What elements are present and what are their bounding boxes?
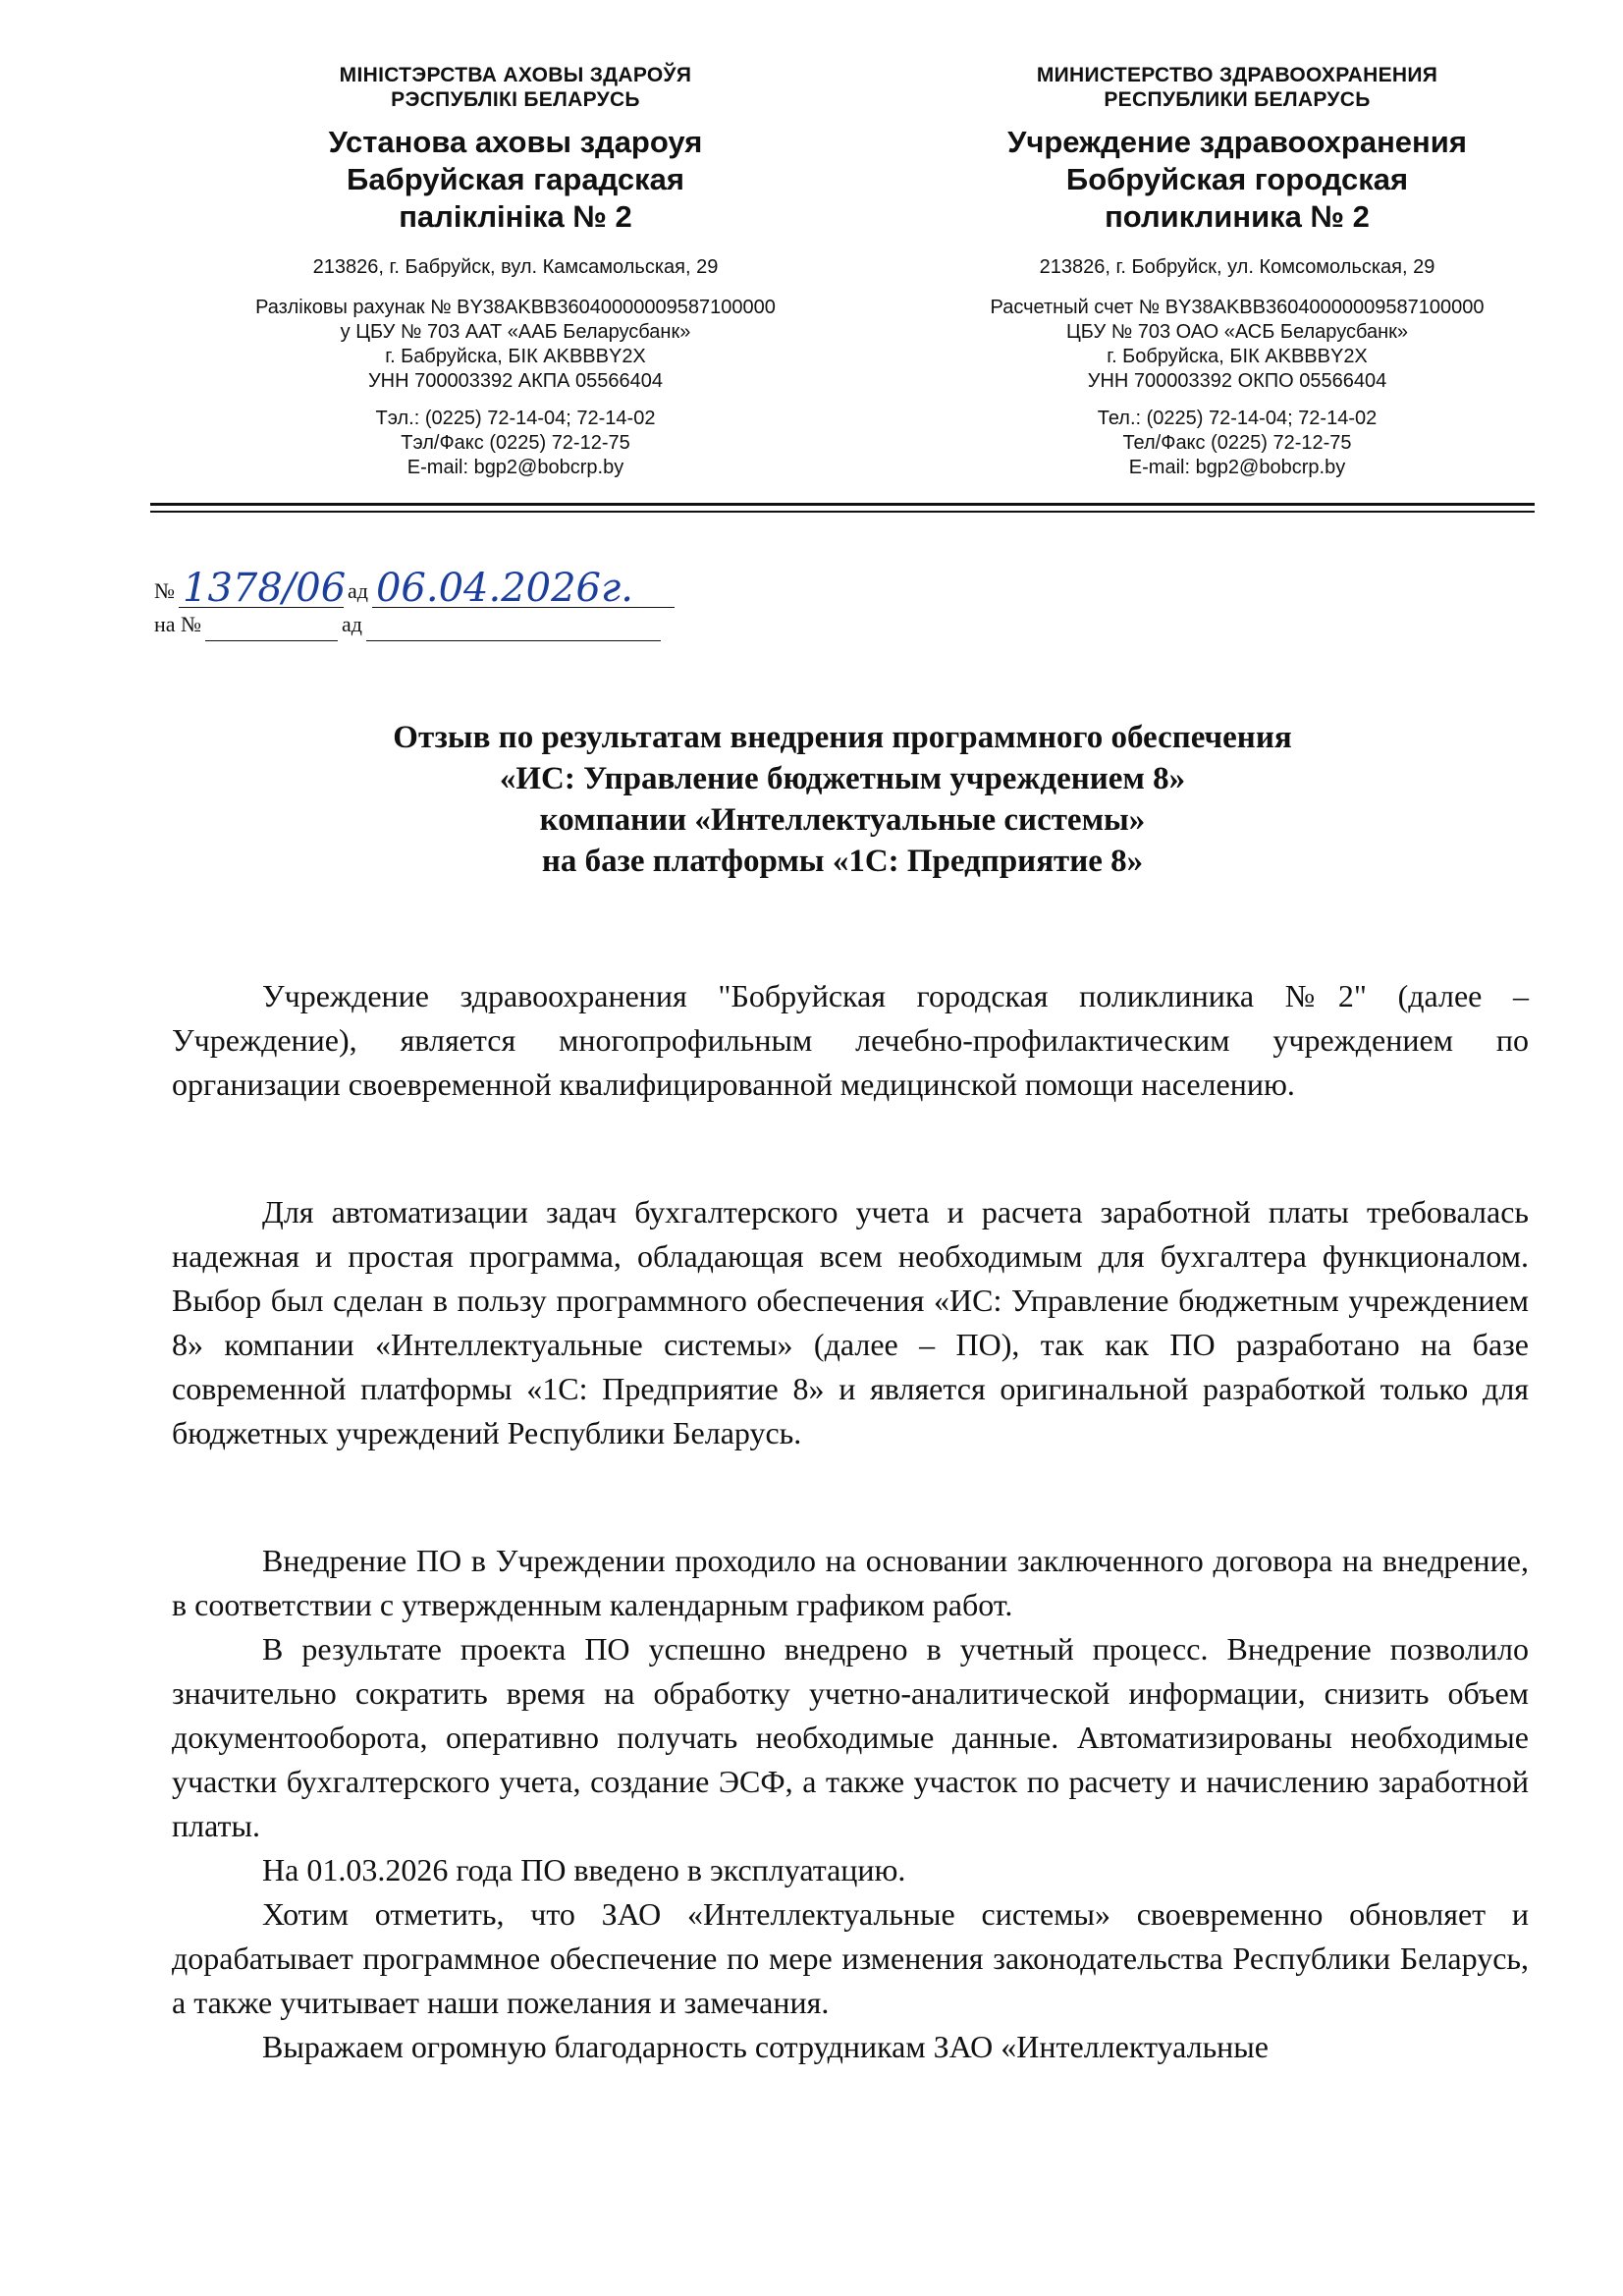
address-by: 213826, г. Бабруйск, вул. Камсамольская, 29 xyxy=(312,256,719,278)
incoming-ref-row xyxy=(150,608,675,641)
paragraph-updates: Хотим отметить, что ЗАО «Интеллектуальные системы» своевременно обновляет и дорабатывает программное обеспечение по мере изменения законодательства Республики Беларусь, а также учитывает наши пожелания и замечания. xyxy=(172,1896,1529,2020)
address-ru: 213826, г. Бобруйск, ул. Комсомольская, 29 xyxy=(1039,256,1435,278)
reference-block xyxy=(150,566,675,641)
incoming-number-blank xyxy=(205,619,338,641)
outgoing-date: 06.04.2026г. xyxy=(372,570,675,608)
paragraph-results: В результате проекта ПО успешно внедрено в учетный процесс. Внедрение позволило значительно сократить время на обработку учетно-аналитической информации, снизить объем документооборота, оперативно получать необходимые данные. Автоматизированы необходимые участки бухгалтерского учета, создание ЭСФ, а также участок по расчету и начислению заработной платы. xyxy=(172,1631,1529,1843)
institution-name-by: Установа аховы здароуя Бабруйская гарадская палiклiнiка № 2 xyxy=(328,125,703,234)
incoming-number-label: на № xyxy=(154,612,202,636)
header-divider-thick xyxy=(150,503,1535,506)
letterhead-left xyxy=(162,63,869,480)
incoming-date-label: ад xyxy=(342,612,362,636)
contacts-ru: Тел.: (0225) 72-14-04; 72-14-02 Тел/Факс (0225) 72-12-75 E-mail: bgp2@bobcrp.by xyxy=(1097,408,1378,478)
paragraph-intro: Учреждение здравоохранения "Бобруйская городская поликлиника №2" (далее – Учреждение), является многопрофильным лечебно-профилактическим учреждением по организации своевременной квалифицированной медицинской помощи населению. xyxy=(172,978,1529,1102)
institution-name-ru: Учреждение здравоохранения Бобруйская городская поликлиника № 2 xyxy=(1007,125,1467,234)
ministry-name-ru: МИНИСТЕРСТВО ЗДРАВООХРАНЕНИЯ РЕСПУБЛИКИ БЕЛАРУСЬ xyxy=(1036,64,1438,111)
outgoing-number: 1378/06 xyxy=(179,570,344,608)
bank-details-ru: Расчетный счет № BY38AKBB36040000009587100000 ЦБУ № 703 ОАО «АСБ Беларусбанк» г. Бобруйска, БIК AKBBBY2X УНН 700003392 ОКПО 05566404 xyxy=(990,297,1485,392)
document-title: Отзыв по результатам внедрения программного обеспечения «ИС: Управление бюджетным учреждением 8» компании «Интеллектуальные системы» на базе платформы «1С: Предприятие 8» xyxy=(393,720,1292,879)
number-label: № xyxy=(154,578,175,603)
paragraph-commissioning: На 01.03.2026 года ПО введено в эксплуатацию. xyxy=(262,1852,906,1887)
date-label: ад xyxy=(348,578,368,603)
header-divider-thin xyxy=(150,511,1535,513)
incoming-date-blank xyxy=(366,619,661,641)
ministry-name-by: МIНIСТЭРСТВА АХОВЫ ЗДАРОЎЯ РЭСПУБЛIКI БЕЛАРУСЬ xyxy=(339,64,692,111)
paragraph-automation: Для автоматизации задач бухгалтерского учета и расчета заработной платы требовалась надежная и простая программа, обладающая всем необходимым для бухгалтера функционалом. Выбор был сделан в пользу программного обеспечения «ИС: Управление бюджетным учреждением 8» компании «Интеллектуальные системы» (далее – ПО), так как ПО разработано на базе современной платформы «1С: Предприятие 8» и является оригинальной разработкой только для бюджетных учреждений Республики Беларусь. xyxy=(172,1194,1529,1450)
outgoing-ref-row xyxy=(150,566,675,611)
paragraph-implementation: Внедрение ПО в Учреждении проходило на основании заключенного договора на внедрение, в соответствии с утвержденным календарным графиком работ. В результате проекта ПО успешно внедрено в учетный процесс. Внедрение позволило значительно сократить время на обработку учетно-аналитической информации, снизить объем документооборота, оперативно получать необходимые данные. Автоматизированы необходимые участки бухгалтерского учета, создание ЭСФ, а также участок по расчету и начислению заработной платы. На 01.03.2026 года ПО введено в эксплуатацию. Хотим отметить, что ЗАО «Интеллектуальные системы» своевременно обновляет и дорабатывает программное обеспечение по мере изменения законодательства Республики Беларусь, а также учитывает наши пожелания и замечания. Выражаем огромную благодарность сотрудникам ЗАО «Интеллектуальные xyxy=(172,1539,1529,2069)
contacts-by: Тэл.: (0225) 72-14-04; 72-14-02 Тэл/Факс (0225) 72-12-75 E-mail: bgp2@bobcrp.by xyxy=(375,408,656,478)
paragraph-gratitude: Выражаем огромную благодарность сотрудникам ЗАО «Интеллектуальные xyxy=(262,2029,1269,2064)
letterhead-right xyxy=(884,63,1591,480)
bank-details-by: Разлiковы рахунак № BY38AKBB36040000009587100000 у ЦБУ № 703 ААТ «ААБ Беларусбанк» г. Бабруйска, БIК AKBBBY2X УНН 700003392 АКПА 05566404 xyxy=(255,297,776,392)
